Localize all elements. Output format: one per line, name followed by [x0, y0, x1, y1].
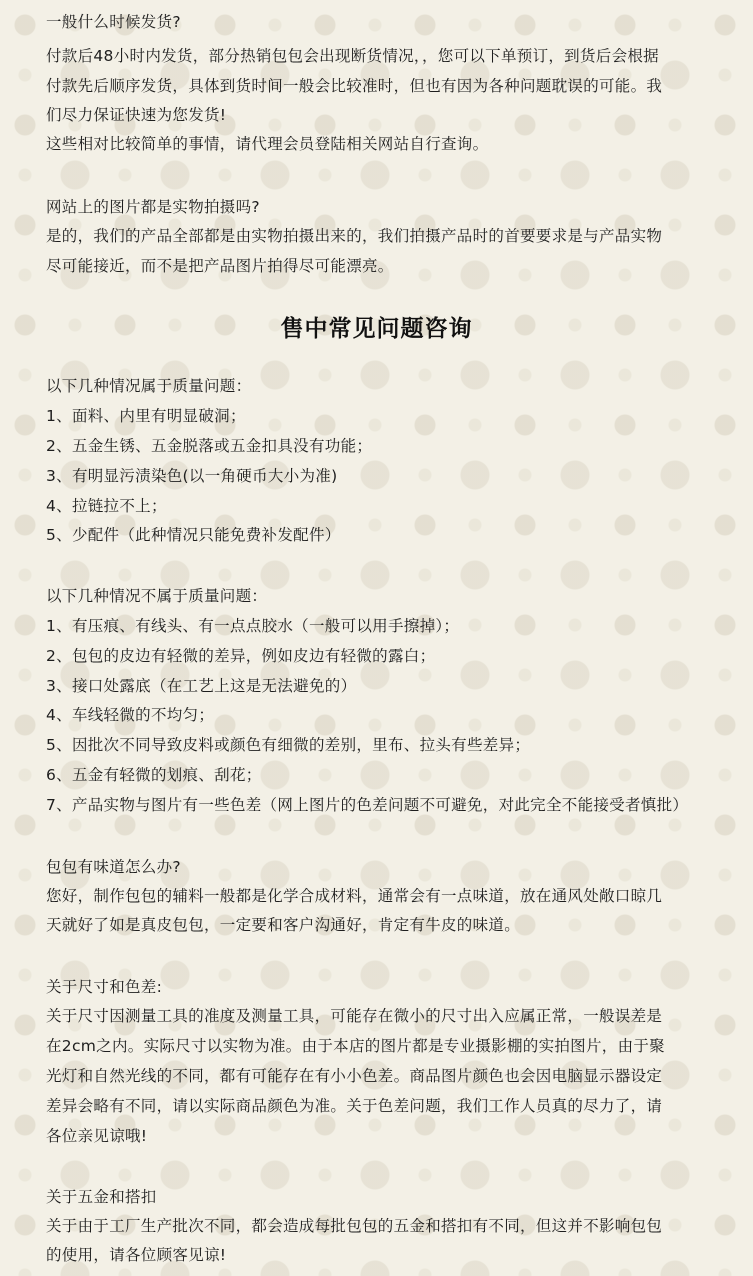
quality-item: 4、拉链拉不上； — [46, 497, 167, 515]
non-quality-item: 5、因批次不同导致皮料或颜色有细微的差别，里布、拉头有些差异； — [46, 736, 531, 754]
shipping-answer-line: 付款后48小时内发货，部分热销包包会出现断货情况，，您可以下单预订，到货后会根据 — [46, 47, 659, 65]
shipping-answer-line: 付款先后顺序发货，具体到货时间一般会比较准时，但也有因为各种问题耽误的可能。我 — [46, 77, 663, 95]
hardware-answer-line: 的使用，请各位顾客见谅! — [46, 1246, 227, 1264]
hardware-question: 关于五金和搭扣 — [46, 1188, 157, 1206]
quality-item: 1、面料、内里有明显破洞； — [46, 407, 246, 425]
shipping-answer-line: 这些相对比较简单的事情，请代理会员登陆相关网站自行查询。 — [46, 135, 489, 153]
size-color-answer-line: 关于尺寸因测量工具的准度及测量工具，可能存在微小的尺寸出入应属正常，一般误差是 — [46, 1007, 663, 1025]
non-quality-item: 1、有压痕、有线头、有一点点胶水（一般可以用手擦掉）； — [46, 617, 460, 635]
size-color-answer-line: 在2cm之内。实际尺寸以实物为准。由于本店的图片都是专业摄影棚的实拍图片，由于聚 — [46, 1037, 665, 1055]
photos-question: 网站上的图片都是实物拍摄吗? — [46, 198, 260, 216]
quality-item: 5、少配件（此种情况只能免费补发配件） — [46, 526, 341, 544]
shipping-answer-line: 们尽力保证快速为您发货! — [46, 106, 227, 124]
quality-item: 2、五金生锈、五金脱落或五金扣具没有功能； — [46, 437, 373, 455]
smell-answer-line: 天就好了如是真皮包包，一定要和客户沟通好，肯定有牛皮的味道。 — [46, 916, 521, 934]
non-quality-item: 2、包包的皮边有轻微的差异，例如皮边有轻微的露白； — [46, 647, 436, 665]
photos-answer-line: 是的，我们的产品全部都是由实物拍摄出来的，我们拍摄产品时的首要要求是与产品实物 — [46, 227, 663, 245]
non-quality-item: 7、产品实物与图片有一些色差（网上图片的色差问题不可避免，对此完全不能接受者慎批） — [46, 796, 689, 814]
quality-intro: 以下几种情况属于质量问题： — [46, 377, 252, 395]
non-quality-item: 4、车线轻微的不均匀； — [46, 706, 215, 724]
section-heading: 售中常见问题咨询 — [280, 316, 473, 342]
non-quality-item: 3、接口处露底（在工艺上这是无法避免的） — [46, 677, 357, 695]
quality-item: 3、有明显污渍染色(以一角硬币大小为准) — [46, 467, 338, 485]
size-color-answer-line: 差异会略有不同，请以实际商品颜色为准。关于色差问题，我们工作人员真的尽力了，请 — [46, 1097, 663, 1115]
smell-question: 包包有味道怎么办? — [46, 858, 181, 876]
size-color-question: 关于尺寸和色差: — [46, 978, 163, 996]
hardware-answer-line: 关于由于工厂生产批次不同，都会造成每批包包的五金和搭扣有不同，但这并不影响包包 — [46, 1217, 663, 1235]
size-color-answer-line: 各位亲见谅哦! — [46, 1127, 148, 1145]
photos-answer-line: 尽可能接近，而不是把产品图片拍得尽可能漂亮。 — [46, 257, 394, 275]
shipping-question: 一般什么时候发货? — [46, 13, 181, 31]
smell-answer-line: 您好，制作包包的辅料一般都是化学合成材料，通常会有一点味道，放在通风处敞口晾几 — [46, 887, 663, 905]
non-quality-item: 6、五金有轻微的划痕、刮花； — [46, 766, 262, 784]
non-quality-intro: 以下几种情况不属于质量问题： — [46, 587, 268, 605]
size-color-answer-line: 光灯和自然光线的不同，都有可能存在有小小色差。商品图片颜色也会因电脑显示器设定 — [46, 1067, 663, 1085]
